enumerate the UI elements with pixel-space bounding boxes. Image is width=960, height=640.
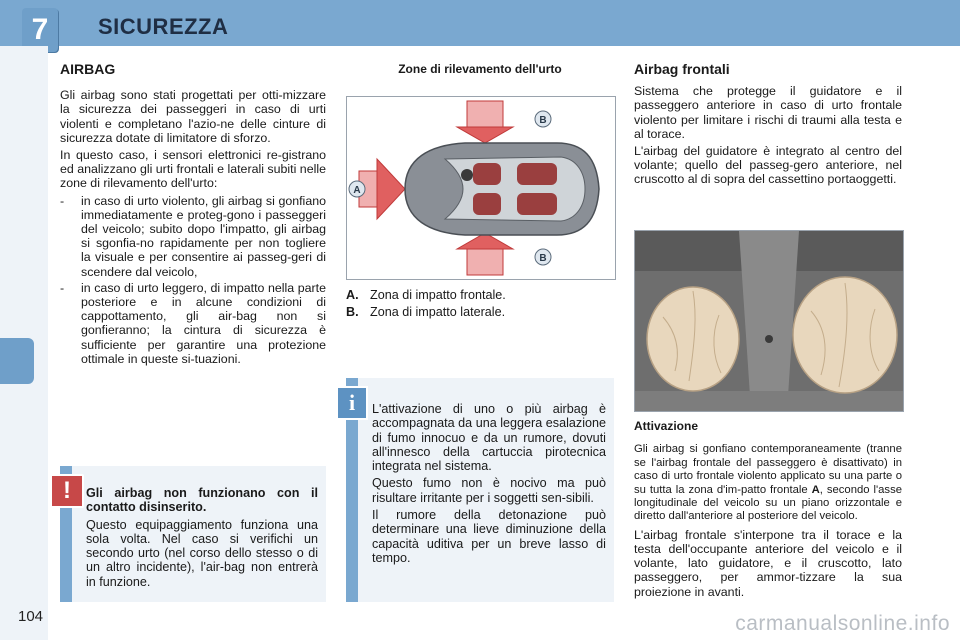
frontal-paragraph: L'airbag frontale s'interpone tra il torace e la testa dell'occupante anteriore del veicolo e il volante, lato guidatore, e il cruscotto, lato passeggero, per ammor-tizzare la sua proiezione in avanti. xyxy=(634,527,902,599)
svg-text:B: B xyxy=(539,253,547,264)
legend-text: Zona di impatto laterale. xyxy=(370,305,506,319)
section-heading: AIRBAG xyxy=(60,61,116,77)
info-box xyxy=(346,378,614,602)
section-heading: Airbag frontali xyxy=(634,61,730,77)
list-item: - in caso di urto violento, gli airbag si gonfiano immediatamente e proteg-gono i passeggeri del veicolo; subito dopo l'impatto, gli airbag si sgonfia-no rapidamente per non togliere la visuale e per consentire ai passeg-geri di scendere dal veicolo, xyxy=(60,194,326,279)
sensors-paragraph: In questo caso, i sensori elettronici re-gistrano ed analizzano gli urti frontali e laterali subiti nelle zone di rilevamento dell'urto: xyxy=(60,148,326,191)
driver-airbag xyxy=(647,287,739,391)
diagram-legend xyxy=(346,287,506,321)
page-number: 104 xyxy=(18,608,44,625)
legend-item-a xyxy=(346,287,506,304)
page-title: SICUREZZA xyxy=(98,14,229,39)
frontal-impact-arrow xyxy=(359,159,405,219)
frontal-airbag-section xyxy=(634,62,902,190)
diagram-title: Zone di rilevamento dell'urto xyxy=(398,62,562,76)
frontal-paragraph: L'airbag del guidatore è integrato al centro del volante; quello del passeg-gero anteriore, nel cruscotto al di sopra del cassettino portaoggetti. xyxy=(634,144,902,187)
info-paragraph: Il rumore della detonazione può determinare una lieve diminuzione della capacità uditiva per un breve lasso di tempo. xyxy=(372,508,606,565)
chapter-number: 7 xyxy=(22,8,58,52)
deployed-airbags-illustration xyxy=(635,231,903,411)
car-topview-illustration xyxy=(347,97,615,279)
intro-paragraph: Gli airbag sono stati progettati per otti-mizzare la sicurezza dei passeggeri in caso di urti violenti e completano l'azio-ne delle cinture di sicurezza dotate di limitatore di sforzo. xyxy=(60,88,326,145)
marker-b-bottom xyxy=(535,249,551,265)
frontal-paragraph: Sistema che protegge il guidatore e il passeggero anteriore in caso di urto frontale violento per limitare i rischi di traumi alla testa e al torace. xyxy=(634,84,902,141)
activation-heading: Attivazione xyxy=(634,419,699,433)
legend-item-b xyxy=(346,304,506,321)
watermark-text: carmanualsonline.info xyxy=(735,612,950,635)
car-body xyxy=(405,143,599,235)
warning-box xyxy=(60,466,326,602)
passenger-airbag xyxy=(793,277,897,393)
legend-key: A. xyxy=(346,288,359,302)
chapter-side-tab xyxy=(0,338,34,384)
svg-text:B: B xyxy=(539,115,547,126)
marker-a xyxy=(349,181,365,197)
side-impact-arrow-bottom xyxy=(457,233,513,275)
activation-section xyxy=(634,420,902,603)
warning-icon: ! xyxy=(50,474,84,508)
info-icon: i xyxy=(336,386,368,420)
warning-title: Gli airbag non funzionano con il contatto disinserito. xyxy=(86,486,318,515)
list-item: - in caso di urto leggero, di impatto nella parte posteriore e in alcune condizioni di cappottamento, gli air-bag non si gonfieranno; la cintura di sicurezza è sufficiente per garantire una protezione ottimale in queste si-tuazioni. xyxy=(60,281,326,366)
info-paragraph: L'attivazione di uno o più airbag è accompagnata da una leggera esalazione di fumo innocuo e da un rumore, dovuti all'innesco della cartuccia pirotecnica integrata nel sistema. xyxy=(372,402,606,474)
marker-b-top xyxy=(535,111,551,127)
impact-list xyxy=(60,194,326,366)
airbag-deployment-image xyxy=(634,230,904,412)
airbag-section xyxy=(60,62,326,368)
legend-text: Zona di impatto frontale. xyxy=(370,288,506,302)
impact-zones-diagram xyxy=(346,96,616,280)
legend-key: B. xyxy=(346,305,359,319)
warning-text: Questo equipaggiamento funziona una sola volta. Nel caso si verifichi un secondo urto (nel corso dello stesso o di un altro incidente), l'air-bag non entrerà in funzione. xyxy=(86,517,318,589)
activation-paragraph: Gli airbag si gonfiano contemporaneamente (tranne se l'airbag frontale del passeggero è disattivato) in caso di urto frontale violento applicato su una parte o su tutta la zona d'im-patto frontale A, secondo l'asse longitudinale del veicolo su un piano orizzontale e diretto dall'anteriore al posteriore del veicolo. xyxy=(634,443,903,523)
side-impact-arrow-top xyxy=(457,101,513,143)
info-paragraph: Questo fumo non è nocivo ma può risultare irritante per i soggetti sen-sibili. xyxy=(372,476,606,505)
svg-text:A: A xyxy=(353,185,361,196)
